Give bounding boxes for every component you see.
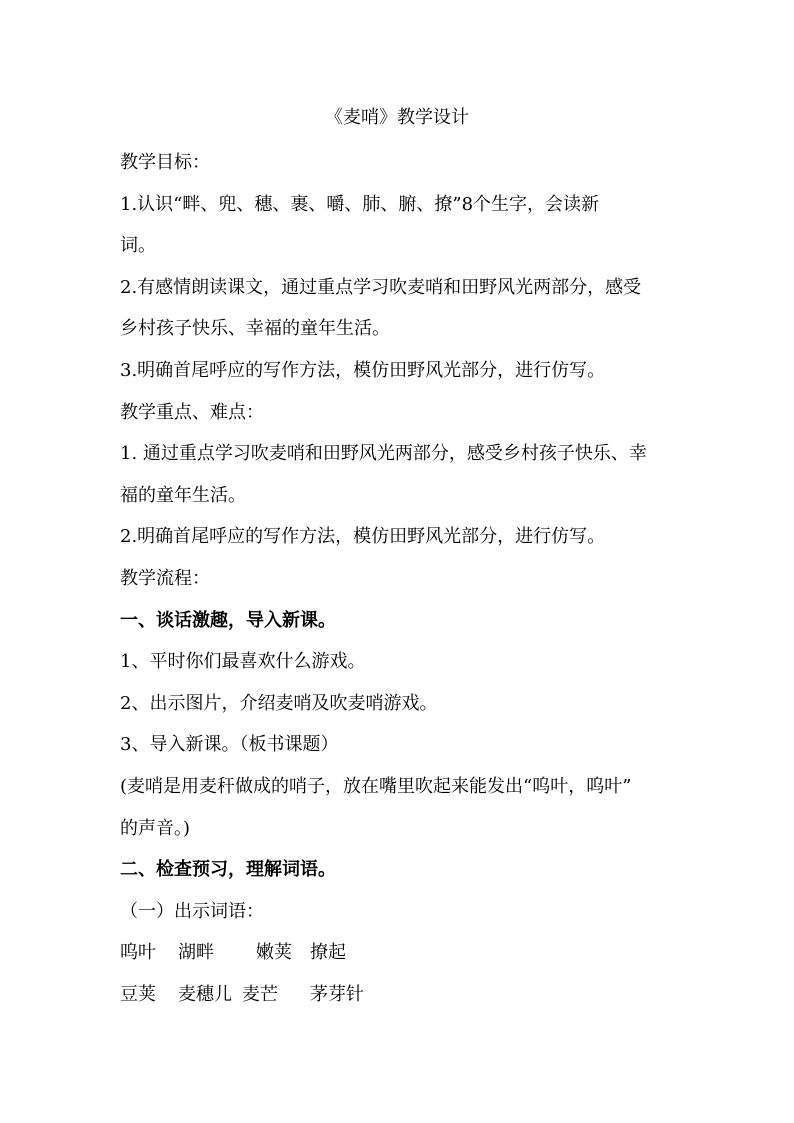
section-2-sub-1-heading: （一）出示词语： [120,900,264,922]
section-2-heading: 二、检查预习，理解词语。 [120,859,336,881]
document-title: 《麦哨》教学设计 [325,107,469,128]
vocabulary-word: 撩起 [310,942,346,964]
section-1-note-line-2: 的声音。) [120,817,191,839]
key-point-2: 2.明确首尾呼应的写作方法，模仿田野风光部分，进行仿写。 [120,526,606,548]
vocabulary-word: 湖畔 [178,942,214,964]
section-1-note-line-1: (麦哨是用麦秆做成的哨子，放在嘴里吹起来能发出“呜叶，呜叶” [120,775,632,797]
vocabulary-row-2 [120,974,700,1016]
vocabulary-word: 豆荚 [120,983,156,1005]
key-point-1-line-1: 1. 通过重点学习吹麦哨和田野风光两部分，感受乡村孩子快乐、幸 [120,443,647,465]
objective-2-line-1: 2.有感情朗读课文，通过重点学习吹麦哨和田野风光两部分，感受 [120,276,642,298]
objective-1-line-2: 词。 [120,235,156,257]
section-1-step-1: 1、平时你们最喜欢什么游戏。 [120,651,366,673]
section-1-step-2: 2、出示图片，介绍麦哨及吹麦哨游戏。 [120,692,438,714]
objective-3: 3.明确首尾呼应的写作方法，模仿田野风光部分，进行仿写。 [120,359,606,381]
section-1-step-3: 3、导入新课。（板书课题） [120,734,339,756]
objective-1-line-1: 1.认识“畔、兜、穗、裹、嚼、肺、腑、撩”8个生字，会读新 [120,193,600,215]
vocabulary-word: 茅芽针 [310,983,364,1005]
document-body [120,142,700,1015]
key-points-heading: 教学重点、难点： [120,401,264,423]
vocabulary-word: 呜叶 [120,942,156,964]
vocabulary-word: 嫩荚 [256,942,292,964]
key-point-1-line-2: 福的童年生活。 [120,484,246,506]
vocabulary-row-1 [120,932,700,974]
objective-2-line-2: 乡村孩子快乐、幸福的童年生活。 [120,318,390,340]
objectives-heading: 教学目标： [120,152,210,173]
section-1-heading: 一、谈话激趣，导入新课。 [120,609,336,631]
vocabulary-word: 麦穗儿 [178,983,232,1005]
vocabulary-word: 麦芒 [242,983,278,1005]
process-heading: 教学流程： [120,567,210,589]
